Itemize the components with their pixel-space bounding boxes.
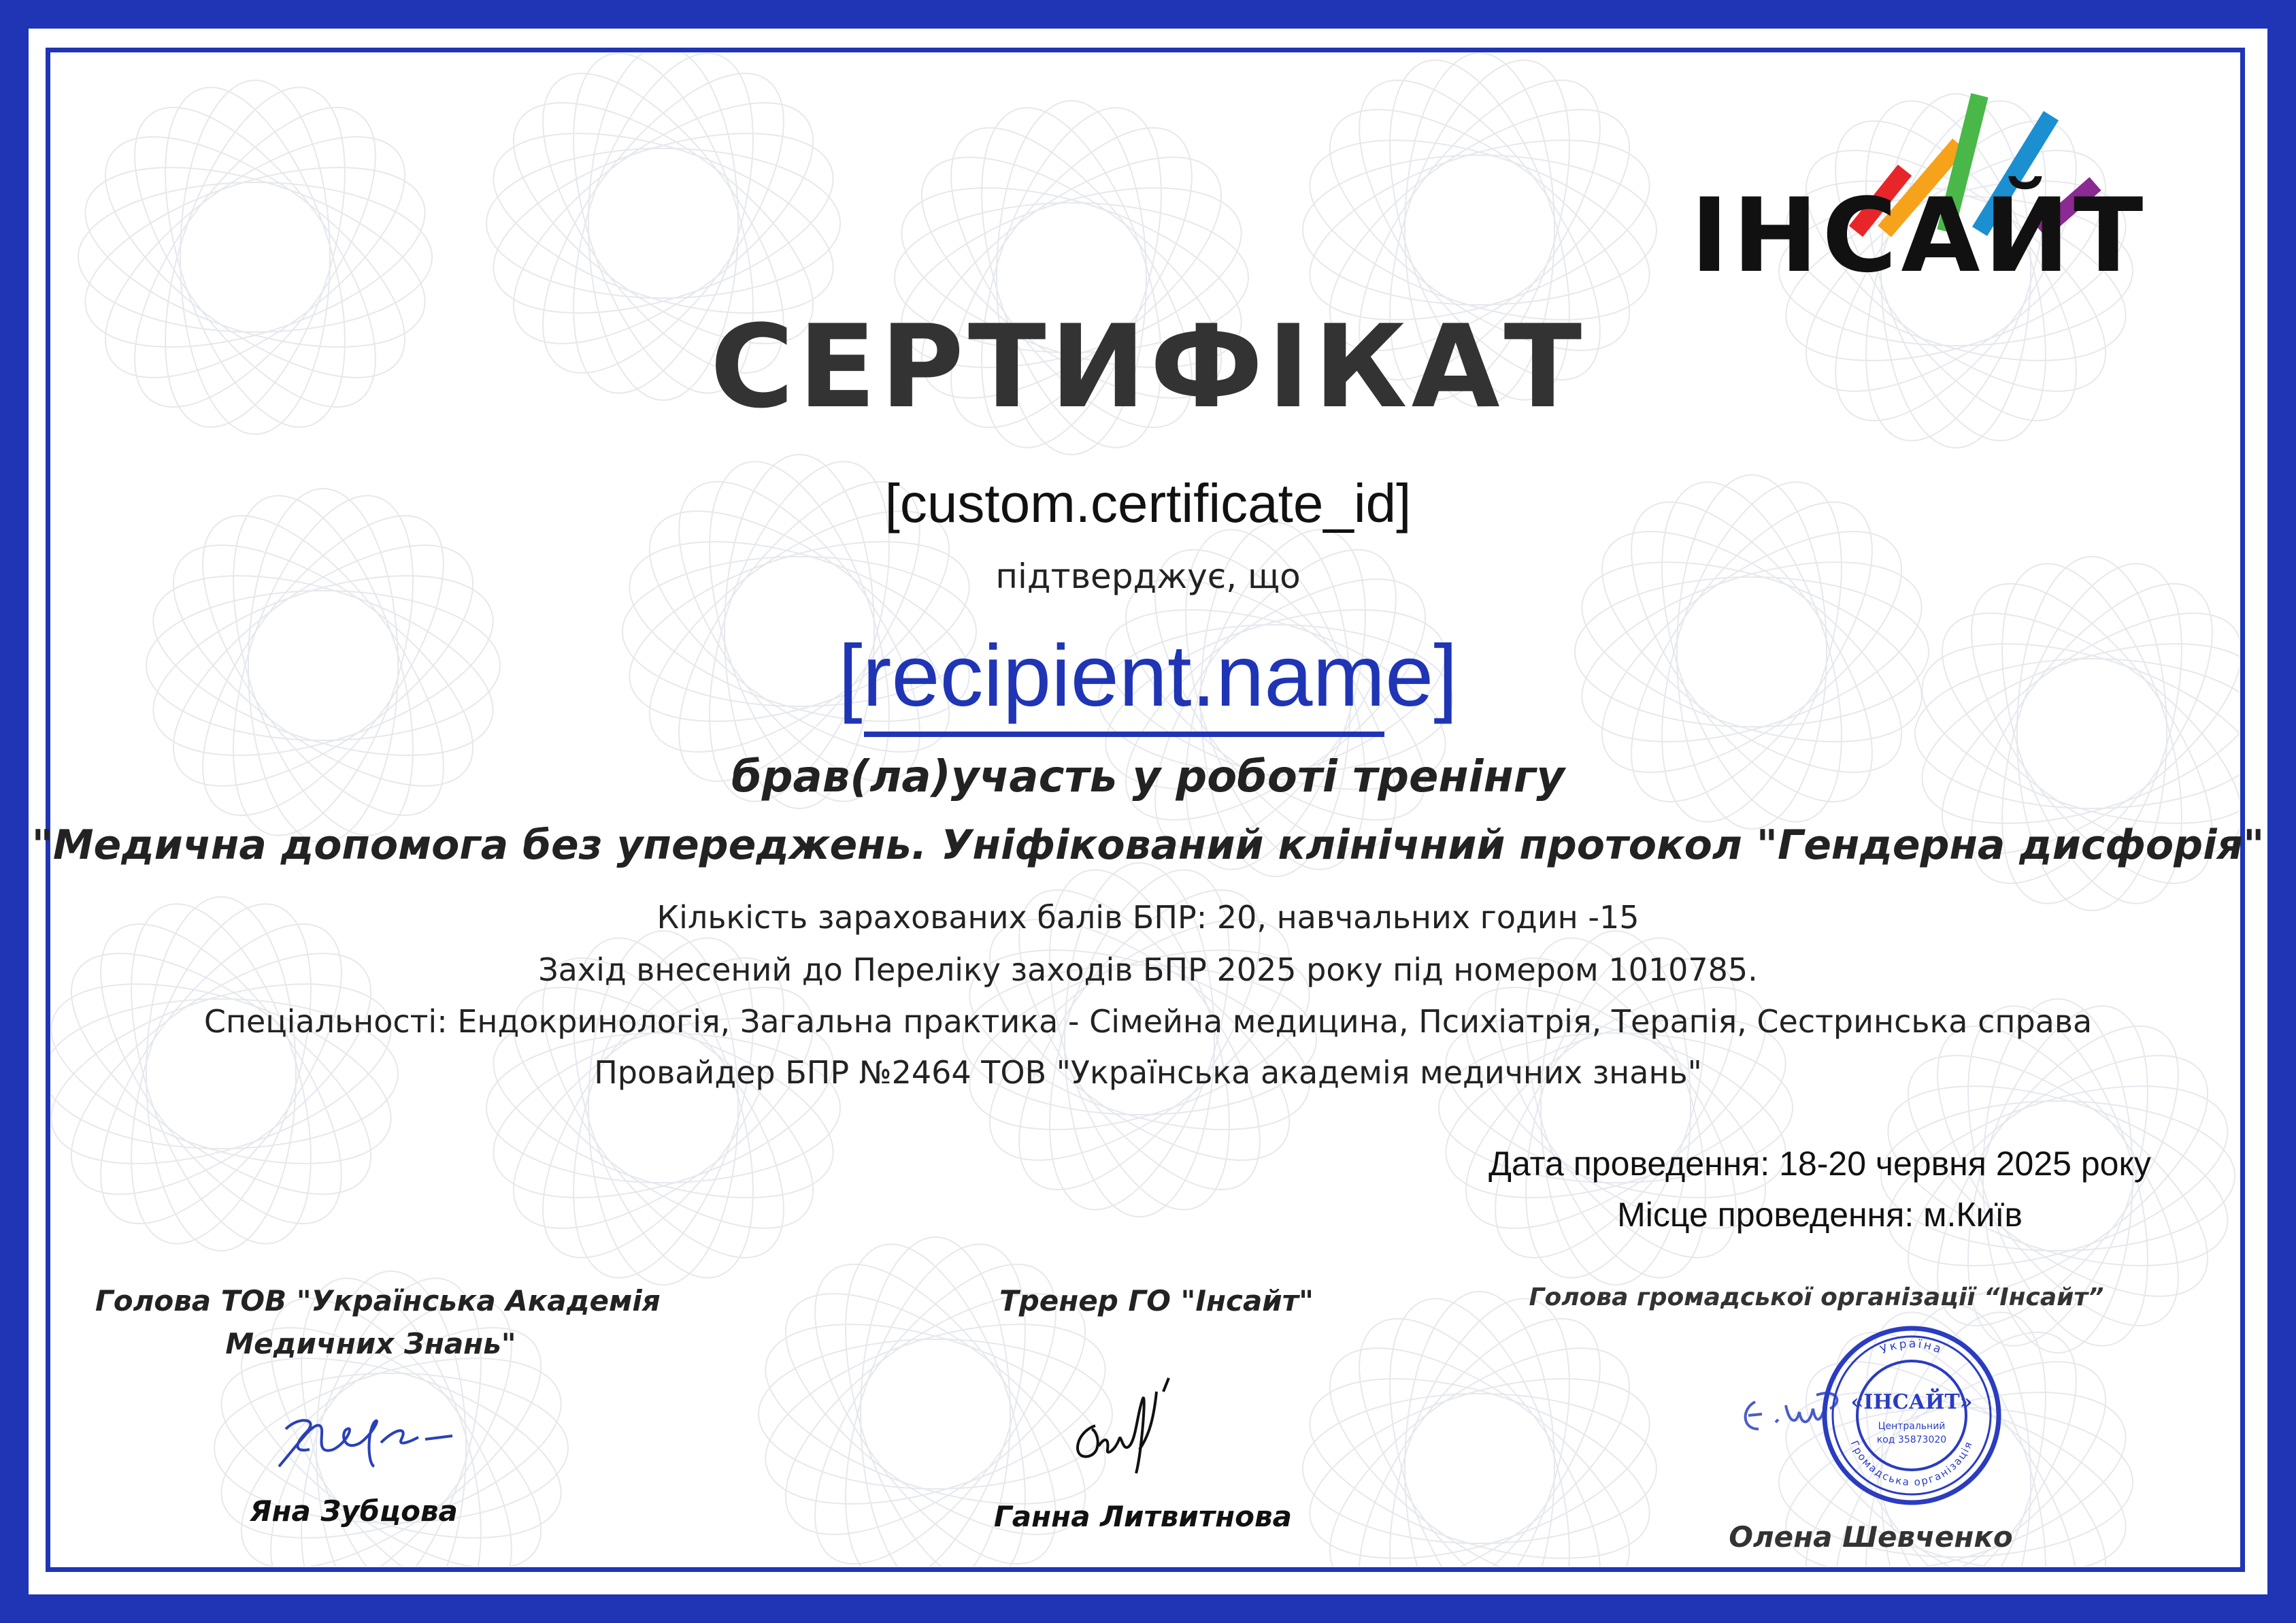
stamp-sub2: код 35873020: [1876, 1435, 1947, 1445]
logo-wordmark: ІНСАЙТ: [1691, 177, 2148, 295]
signatory-2-name: Ганна Литвитнова: [994, 1500, 1292, 1533]
stamp-sub1: Центральний: [1878, 1421, 1946, 1432]
certificate-title: СЕРТИФІКАТ: [710, 300, 1586, 433]
specialties-line: Спеціальності: Ендокринологія, Загальна практика - Сімейна медицина, Психіатрія, Терапія, Сестринська справа: [203, 1003, 2093, 1040]
stamp-ring-bottom-text: Громадська організація: [1848, 1439, 1976, 1489]
signature-2: [1061, 1371, 1184, 1487]
points-line: Кількість зарахованих балів БПР: 20, навчальних годин -15: [656, 899, 1640, 936]
signatory-3-title: Голова громадської організації “Інсайт”: [1529, 1283, 2104, 1311]
signatory-3-name: Олена Шевченко: [1729, 1520, 2013, 1554]
event-date: Дата проведення: 18-20 червня 2025 року: [1488, 1145, 2151, 1183]
stamp-center-text: «ІНСАЙТ»: [1850, 1390, 1973, 1414]
signatory-1-title-line2: Медичних Знань": [225, 1327, 516, 1360]
signature-1: [272, 1402, 463, 1477]
signatory-1-title-line1: Голова ТОВ "Українська Академія: [95, 1284, 661, 1317]
confirms-text: підтверджує, що: [995, 557, 1301, 596]
certificate-id: [custom.certificate_id]: [884, 473, 1412, 534]
provider-line: Провайдер БПР №2464 ТОВ "Українська академія медичних знань": [594, 1054, 1702, 1091]
signatory-1-name: Яна Зубцова: [250, 1494, 458, 1528]
signatory-2-title: Тренер ГО "Інсайт": [999, 1284, 1314, 1317]
recipient-name: [recipient.name]: [838, 627, 1458, 725]
course-title: "Медична допомога без упереджень. Уніфікований клінічний протокол "Гендерна дисфорія": [31, 821, 2265, 869]
stamp-ring-top-text: Україна: [1878, 1337, 1945, 1358]
participation-text: брав(ла)участь у роботі тренінгу: [731, 752, 1565, 802]
signatory-1-title: [95, 1279, 661, 1365]
organization-stamp: [1816, 1320, 2007, 1511]
event-place: Місце проведення: м.Київ: [1617, 1196, 2023, 1234]
recipient-underline: [864, 732, 1384, 737]
registry-line: Захід внесений до Переліку заходів БПР 2025 року під номером 1010785.: [538, 951, 1758, 988]
